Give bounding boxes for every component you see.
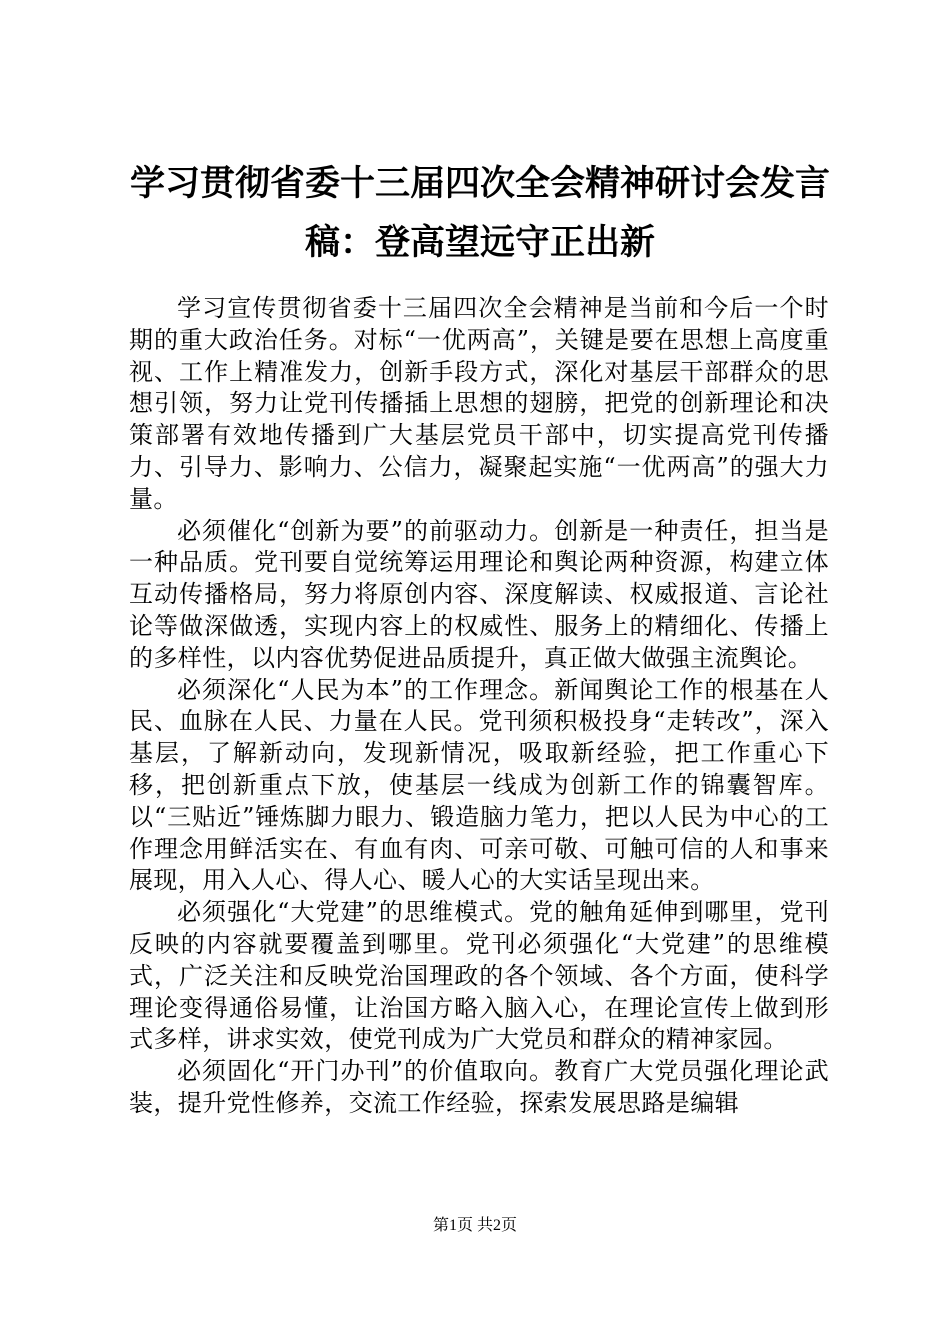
paragraph-open-editing: 必须固化“开门办刊”的价值取向。教育广大党员强化理论武装，提升党性修养，交流工作经验，探索发展思路是编辑: [129, 1057, 829, 1117]
paragraph-people: 必须深化“人民为本”的工作理念。新闻舆论工作的根基在人民、血脉在人民、力量在人民。党刊须积极投身“走转改”，深入基层，了解新动向，发现新情况，吸取新经验，把工作重心下移，把创新重点下放，使基层一线成为创新工作的锦囊智库。以“三贴近”锤炼脚力眼力、锻造脑力笔力，把以人民为中心的工作理念用鲜活实在、有血有肉、可亲可敬、可触可信的人和事来展现，用入人心、得人心、暖人心的大实话呈现出来。: [129, 675, 829, 895]
paragraph-intro: 学习宣传贯彻省委十三届四次全会精神是当前和今后一个时期的重大政治任务。对标“一优两高”，关键是要在思想上高度重视、工作上精准发力，创新手段方式，深化对基层干部群众的思想引领，努力让党刊传播插上思想的翅膀，把党的创新理论和决策部署有效地传播到广大基层党员干部中，切实提高党刊传播力、引导力、影响力、公信力，凝聚起实施“一优两高”的强大力量。: [129, 294, 829, 513]
page-number-footer: 第1页 共2页: [432, 1217, 517, 1234]
document-title-line-1: 学习贯彻省委十三届四次全会精神研讨会发言: [129, 163, 830, 204]
document-title-line-2: 稿：登高望远守正出新: [304, 222, 655, 263]
paragraph-innovation: 必须催化“创新为要”的前驱动力。创新是一种责任，担当是一种品质。党刊要自觉统筹运用理论和舆论两种资源，构建立体互动传播格局，努力将原创内容、深度解读、权威报道、言论社论等做深做透，实现内容上的权威性、服务上的精细化、传播上的多样性，以内容优势促进品质提升，真正做大做强主流舆论。: [129, 516, 829, 672]
paragraph-party-building: 必须强化“大党建”的思维模式。党的触角延伸到哪里，党刊反映的内容就要覆盖到哪里。党刊必须强化“大党建”的思维模式，广泛关注和反映党治国理政的各个领域、各个方面，使科学理论变得通俗易懂，让治国方略入脑入心，在理论宣传上做到形式多样，讲求实效，使党刊成为广大党员和群众的精神家园。: [129, 898, 829, 1054]
document-body: [129, 293, 829, 1120]
